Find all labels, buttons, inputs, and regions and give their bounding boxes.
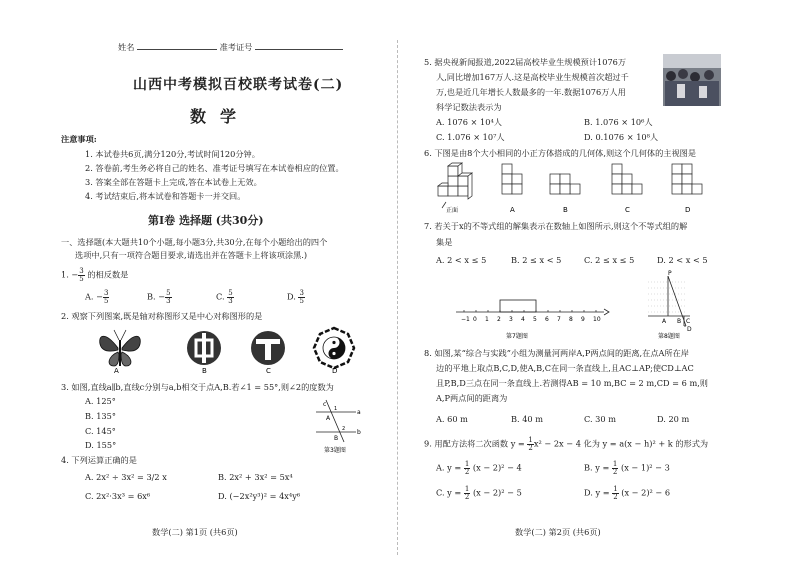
q1-option-a: A. − $\frac{3}{5}$ bbox=[85, 289, 109, 305]
svg-text:正面: 正面 bbox=[446, 207, 459, 214]
svg-text:第3题图: 第3题图 bbox=[324, 447, 346, 454]
question-1-stem: 1. − $\frac{3}{5}$ 的相反数是 bbox=[61, 267, 129, 283]
svg-text:第7题图: 第7题图 bbox=[506, 333, 528, 340]
yin-yang-icon bbox=[314, 328, 354, 368]
q1-option-d: D. $\frac{3}{5}$ bbox=[287, 289, 304, 305]
svg-text:B: B bbox=[563, 206, 568, 214]
number-line-tick-label: 2 bbox=[497, 316, 501, 323]
q5-option: C. 1.076 × 10⁷人 bbox=[436, 132, 505, 142]
q7-line: 集是 bbox=[436, 237, 453, 247]
q9-option-c: C. y = $\frac{1}{2}$ (x − 2)² − 5 bbox=[436, 485, 522, 501]
question-3-stem: 3. 如图,直线a∥b,直线c分别与a,b相交于点A,B.若∠1 = 55°,则∠2的度数为 bbox=[61, 382, 334, 392]
svg-text:A: A bbox=[114, 367, 119, 374]
svg-text:D: D bbox=[332, 367, 338, 374]
svg-text:C: C bbox=[686, 318, 691, 325]
q1-neg: − bbox=[71, 269, 79, 280]
butterfly-icon bbox=[100, 330, 141, 366]
q4-option: D. (−2x²y³)² = 4x⁴y⁶ bbox=[218, 491, 301, 501]
q8-option: B. 40 m bbox=[511, 414, 544, 424]
q6-figures bbox=[436, 162, 732, 218]
header-name-field bbox=[118, 42, 343, 53]
q7-option: B. 2 ≤ x < 5 bbox=[511, 255, 562, 265]
svg-text:a: a bbox=[357, 409, 361, 416]
section-instruction: 选项中,只有一项符合题目要求,请选出并在答题卡上将该项涂黑.) bbox=[75, 250, 308, 260]
q5-option: D. 0.1076 × 10⁸人 bbox=[584, 132, 659, 142]
q9-option-d: D. y = $\frac{1}{2}$ (x − 2)² − 6 bbox=[584, 485, 671, 501]
q7-option: A. 2 < x ≤ 5 bbox=[436, 255, 487, 265]
svg-text:A: A bbox=[510, 206, 515, 214]
q5-option: B. 1.076 × 10⁶人 bbox=[584, 117, 653, 127]
t-logo-icon bbox=[251, 331, 285, 365]
name-label: 姓名 bbox=[118, 42, 135, 52]
q8-line: A,P两点间的距离为 bbox=[436, 393, 508, 403]
svg-text:b: b bbox=[357, 429, 361, 436]
svg-text:D: D bbox=[685, 206, 691, 214]
question-9-stem: 9. 用配方法将二次函数 y = $\frac{1}{2}$ x² − 2x − 4 化为 y = a(x − h)² + k 的形式为 bbox=[424, 436, 709, 452]
note-item: 3. 答案全部在答题卡上完成,答在本试卷上无效。 bbox=[85, 177, 262, 187]
svg-text:B: B bbox=[677, 318, 682, 325]
exam-no-line bbox=[255, 49, 343, 50]
q4-option: B. 2x² + 3x² = 5x⁴ bbox=[218, 472, 293, 482]
number-line-tick-label: 5 bbox=[533, 316, 537, 323]
q3-option: A. 125° bbox=[85, 396, 116, 406]
q3-option: D. 155° bbox=[85, 440, 117, 450]
q5-line: 5. 据央视新闻报道,2022届高校毕业生规模预计1076万 bbox=[424, 57, 627, 67]
note-item: 1. 本试卷共6页,满分120分,考试时间120分钟。 bbox=[85, 149, 260, 159]
question-2-stem: 2. 观察下列图案,既是轴对称图形又是中心对称图形的是 bbox=[61, 311, 263, 321]
q7-number-line bbox=[452, 292, 612, 340]
number-line-tick-label: −1 bbox=[461, 316, 470, 323]
question-4-stem: 4. 下列运算正确的是 bbox=[61, 455, 137, 465]
number-line-tick-label: 7 bbox=[557, 316, 561, 323]
notes-heading: 注意事项: bbox=[61, 134, 97, 144]
q8-option: D. 20 m bbox=[657, 414, 690, 424]
q3-figure bbox=[312, 398, 362, 454]
page-divider bbox=[397, 40, 399, 555]
q8-option: A. 60 m bbox=[436, 414, 468, 424]
exam-no-label: 准考证号 bbox=[219, 42, 253, 52]
svg-text:D: D bbox=[687, 326, 692, 333]
svg-text:P: P bbox=[668, 270, 672, 277]
number-line-tick-label: 4 bbox=[521, 316, 525, 323]
q8-line: 且P,B,D三点在同一条直线上.若测得AB = 10 m,BC = 2 m,CD = 6 m,则 bbox=[436, 378, 708, 388]
note-item: 4. 考试结束后,将本试卷和答题卡一并交回。 bbox=[85, 191, 246, 201]
q1-fraction: $\frac{3}{5}$ bbox=[79, 267, 84, 283]
svg-text:2: 2 bbox=[342, 426, 346, 432]
q1-option-b: B. − $\frac{5}{3}$ bbox=[147, 289, 171, 305]
svg-text:A: A bbox=[326, 415, 331, 422]
q1-option-c: C. $\frac{5}{3}$ bbox=[216, 289, 233, 305]
q7-option: D. 2 < x < 5 bbox=[657, 255, 708, 265]
q4-option: A. 2x² ÷ 3x² = 3/2 x bbox=[85, 472, 167, 482]
q9-option-a: A. y = $\frac{1}{2}$ (x − 2)² − 4 bbox=[436, 460, 522, 476]
q8-figure bbox=[646, 270, 706, 340]
footer-right: 数学(二) 第2页 (共6页) bbox=[515, 527, 601, 537]
q5-line: 万,也是近几年增长人数最多的一年.数据1076万人用 bbox=[436, 87, 626, 97]
q3-option: C. 145° bbox=[85, 426, 116, 436]
svg-text:第8题图: 第8题图 bbox=[658, 333, 680, 340]
svg-text:C: C bbox=[625, 206, 630, 214]
q9-option-b: B. y = $\frac{1}{2}$ (x − 1)² − 3 bbox=[584, 460, 670, 476]
svg-text:B: B bbox=[202, 367, 207, 374]
number-line-tick-label: 3 bbox=[509, 316, 513, 323]
q5-line: 人,同比增加167万人.这是高校毕业生规模首次超过千 bbox=[436, 72, 629, 82]
svg-text:C: C bbox=[266, 367, 271, 374]
graduation-photo bbox=[663, 54, 721, 106]
cube-stack-icon bbox=[438, 163, 472, 199]
number-line-tick-label: 6 bbox=[545, 316, 549, 323]
svg-text:B: B bbox=[334, 435, 339, 442]
svg-text:c: c bbox=[323, 401, 327, 408]
q2-figures bbox=[96, 326, 372, 374]
q7-option: C. 2 ≤ x ≤ 5 bbox=[584, 255, 635, 265]
q5-line: 科学记数法表示为 bbox=[436, 102, 502, 112]
number-line-tick-label: 0 bbox=[473, 316, 477, 323]
solution-interval-box bbox=[500, 300, 536, 312]
subject-title: 数学 bbox=[190, 107, 251, 126]
section-instruction: 一、选择题(本大题共10个小题,每小题3分,共30分,在每个小题给出的四个 bbox=[61, 237, 328, 247]
section-title: 第Ⅰ卷 选择题 (共30分) bbox=[148, 214, 264, 227]
name-line bbox=[137, 49, 217, 50]
number-line-tick-label: 8 bbox=[569, 316, 573, 323]
note-item: 2. 答卷前,考生务必将自己的姓名、准考证号填写在本试卷相应的位置。 bbox=[85, 163, 344, 173]
q3-option: B. 135° bbox=[85, 411, 116, 421]
number-line-tick-label: 10 bbox=[593, 316, 601, 323]
footer-left: 数学(二) 第1页 (共6页) bbox=[152, 527, 238, 537]
number-line-tick-label: 9 bbox=[581, 316, 585, 323]
svg-text:A: A bbox=[662, 318, 667, 325]
q7-line: 7. 若关于x的不等式组的解集表示在数轴上如图所示,则这个不等式组的解 bbox=[424, 221, 688, 231]
svg-text:1: 1 bbox=[334, 406, 338, 412]
q8-line: 8. 如图,某“综合与实践”小组为测量河两岸A,P两点间的距离,在点A所在岸 bbox=[424, 348, 689, 358]
q5-option: A. 1076 × 10⁴人 bbox=[436, 117, 502, 127]
q4-option: C. 2x²·3x³ = 6x⁶ bbox=[85, 491, 151, 501]
bank-logo-icon bbox=[187, 331, 221, 365]
q8-option: C. 30 m bbox=[584, 414, 616, 424]
q8-line: 边的平地上取点B,C,D,使A,B,C在同一条直线上,且AC⊥AP;使CD⊥AC bbox=[436, 363, 694, 373]
question-6-stem: 6. 下图是由8个大小相同的小正方体搭成的几何体,则这个几何体的主视图是 bbox=[424, 148, 697, 158]
number-line-tick-label: 1 bbox=[485, 316, 489, 323]
exam-title: 山西中考模拟百校联考试卷(二) bbox=[133, 77, 344, 93]
